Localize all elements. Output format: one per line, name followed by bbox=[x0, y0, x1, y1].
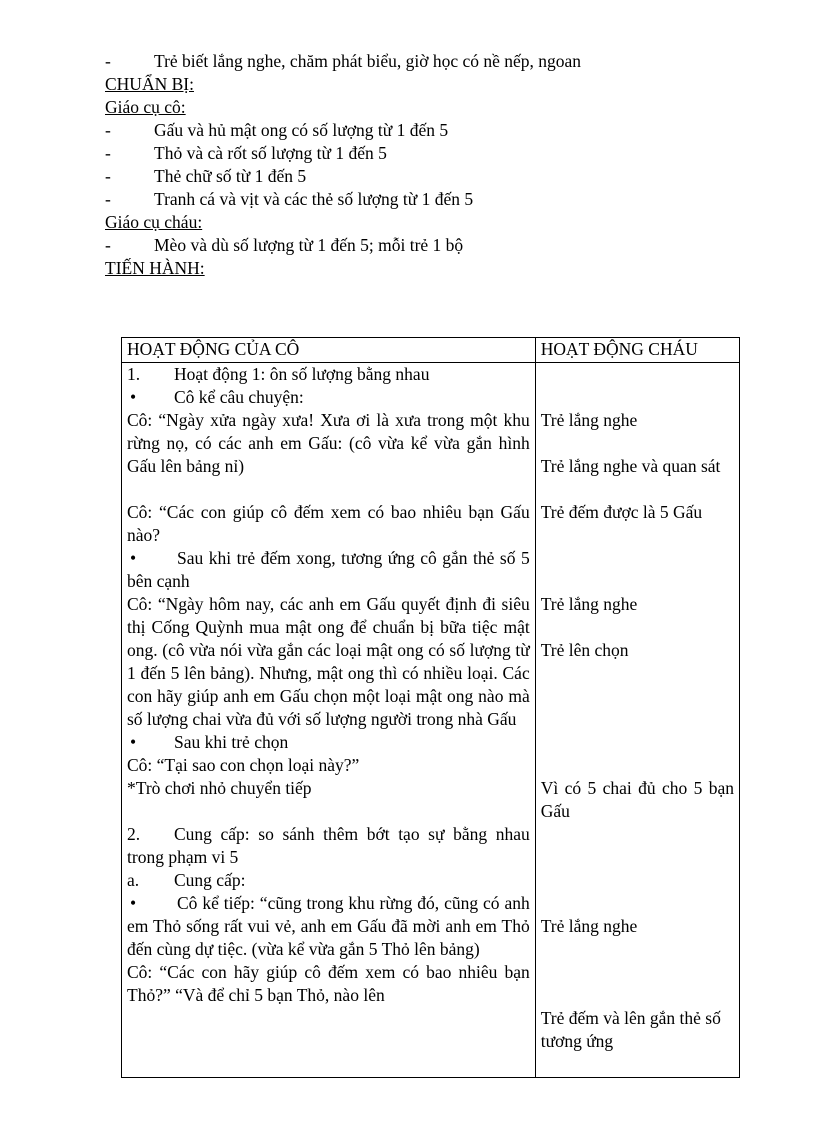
table-header-row bbox=[122, 338, 740, 363]
activity-2-heading: 2. Cung cấp: so sánh thêm bớt tạo sự bằng nhau trong phạm vi 5 bbox=[127, 824, 530, 867]
child-response: Vì có 5 chai đủ cho 5 bạn Gấu bbox=[540, 778, 734, 821]
heading-giao-cu-co: Giáo cụ cô: bbox=[105, 97, 186, 117]
dash-marker: - bbox=[105, 189, 111, 209]
child-response: Trẻ lên chọn bbox=[540, 640, 629, 660]
list-item: - Thỏ và cà rốt số lượng từ 1 đến 5 bbox=[105, 143, 387, 163]
bullet-item: • Sau khi trẻ chọn bbox=[130, 732, 289, 752]
header-teacher-activity: HOẠT ĐỘNG CỦA CÔ bbox=[122, 338, 536, 363]
sub-heading-a: a. Cung cấp: bbox=[127, 870, 246, 890]
dash-marker: - bbox=[105, 120, 111, 140]
heading-giao-cu-chau: Giáo cụ cháu: bbox=[105, 212, 203, 232]
child-response: Trẻ đếm được là 5 Gấu bbox=[540, 502, 703, 522]
bullet-icon: • bbox=[130, 732, 137, 752]
activity-table bbox=[121, 337, 740, 1078]
dash-marker: - bbox=[105, 166, 111, 186]
child-response: Trẻ đếm và lên gắn thẻ số tương ứng bbox=[540, 1008, 721, 1051]
heading-chuan-bi: CHUẨN BỊ: bbox=[105, 74, 194, 94]
paragraph: Cô: “Ngày xửa ngày xưa! Xưa ơi là xưa trong một khu rừng nọ, có các anh em Gấu: (cô vừa kể vừa gắn hình Gấu lên bảng nỉ) bbox=[127, 410, 530, 476]
bullet-item: • Cô kể tiếp: “cũng trong khu rừng đó, cũng có anh em Thỏ sống rất vui vẻ, anh em Gấu đã mời anh em Thỏ đến cùng dự tiệc. (vừa kể vừa gắn 5 Thỏ lên bảng) bbox=[127, 893, 530, 959]
paragraph: *Trò chơi nhỏ chuyển tiếp bbox=[127, 778, 312, 798]
bullet-item: • Sau khi trẻ đếm xong, tương ứng cô gắn thẻ số 5 bên cạnh bbox=[127, 548, 530, 591]
dash-marker: - bbox=[105, 51, 111, 71]
child-response: Trẻ lắng nghe và quan sát bbox=[540, 456, 721, 476]
teacher-activity-cell bbox=[122, 363, 536, 1078]
table-row bbox=[122, 363, 740, 1078]
bullet-icon: • bbox=[130, 893, 137, 913]
objective-line: - Trẻ biết lắng nghe, chăm phát biểu, giờ học có nề nếp, ngoan bbox=[105, 51, 582, 71]
paragraph: Cô: “Tại sao con chọn loại này?” bbox=[127, 755, 360, 775]
paragraph: Cô: “Ngày hôm nay, các anh em Gấu quyết định đi siêu thị Cống Quỳnh mua mật ong để chuẩn bị bữa tiệc mật ong. (cô vừa nói vừa gắn các loại mật ong có số lượng từ 1 đến 5 lên bảng). Nhưng, mật ong thì có nhiều loại. Các con hãy giúp anh em Gấu chọn một loại mật ong nào mà số lượng chai vừa đủ với số lượng người trong nhà Gấu bbox=[127, 594, 530, 729]
paragraph: Cô: “Các con giúp cô đếm xem có bao nhiêu bạn Gấu nào? bbox=[127, 502, 530, 545]
child-response: Trẻ lắng nghe bbox=[540, 594, 638, 614]
list-item: - Tranh cá và vịt và các thẻ số lượng từ 1 đến 5 bbox=[105, 189, 474, 209]
child-response: Trẻ lắng nghe bbox=[540, 410, 638, 430]
list-item: - Gấu và hủ mật ong có số lượng từ 1 đến 5 bbox=[105, 120, 449, 140]
heading-tien-hanh: TIẾN HÀNH: bbox=[105, 258, 205, 278]
child-response: Trẻ lắng nghe bbox=[540, 916, 638, 936]
bullet-icon: • bbox=[130, 548, 137, 568]
child-activity-cell bbox=[535, 363, 739, 1078]
bullet-item: • Cô kể câu chuyện: bbox=[130, 387, 304, 407]
list-item: - Mèo và dù số lượng từ 1 đến 5; mỗi trẻ 1 bộ bbox=[105, 235, 464, 255]
header-child-activity: HOẠT ĐỘNG CHÁU bbox=[535, 338, 739, 363]
list-item: - Thẻ chữ số từ 1 đến 5 bbox=[105, 166, 307, 186]
paragraph: Cô: “Các con hãy giúp cô đếm xem có bao nhiêu bạn Thỏ?” “Và để chỉ 5 bạn Thỏ, nào lên bbox=[127, 962, 530, 1005]
dash-marker: - bbox=[105, 143, 111, 163]
activity-1-heading: 1. Hoạt động 1: ôn số lượng bằng nhau bbox=[127, 364, 430, 384]
dash-marker: - bbox=[105, 235, 111, 255]
intro-section bbox=[105, 50, 745, 280]
bullet-icon: • bbox=[130, 387, 137, 407]
